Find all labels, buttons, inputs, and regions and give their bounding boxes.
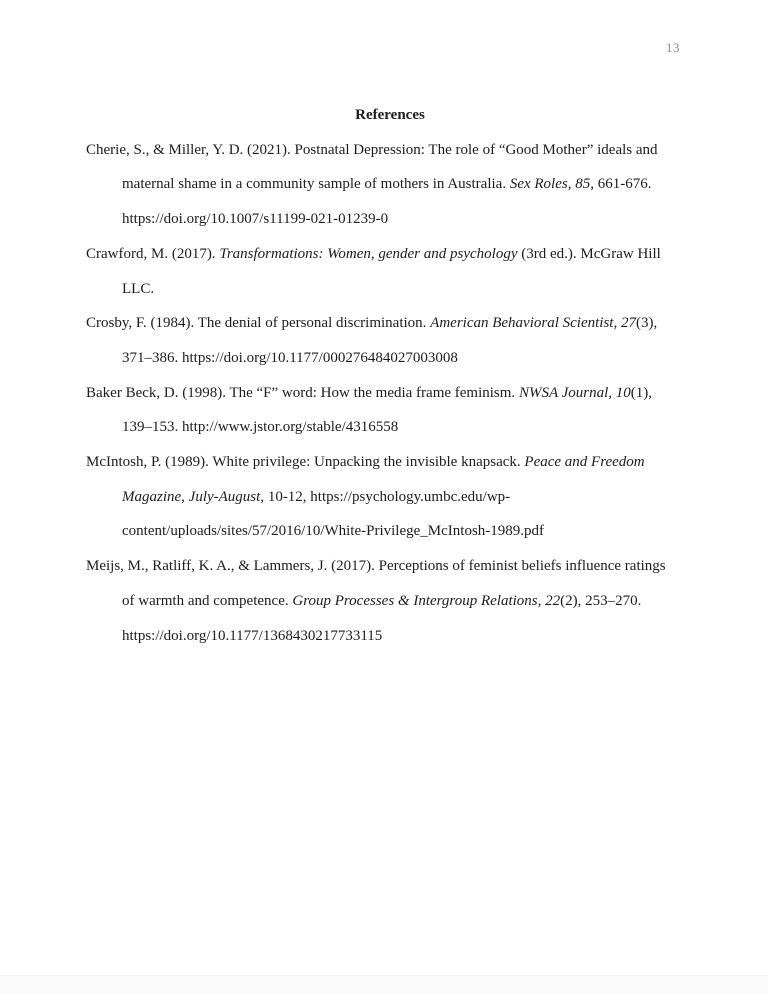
reference-italic-text: NWSA Journal, 10 (518, 384, 631, 401)
reference-text: (2), 253–270. (560, 592, 642, 609)
reference-text: Crawford, M. (2017). (86, 245, 220, 262)
reference-italic-text: Peace and Freedom (524, 454, 645, 471)
reference-italic-text: Sex Roles, 85 (509, 176, 591, 193)
reference-text: Cherie, S., & Miller, Y. D. (2021). Postnatal Depression: The role of “Good Mother” ideals and (86, 141, 658, 158)
reference-entry (86, 445, 706, 549)
references-heading: References (355, 107, 425, 123)
reference-line (86, 376, 706, 411)
reference-text: (3rd ed.). McGraw Hill (517, 245, 661, 262)
reference-text: , 661-676. (590, 176, 652, 193)
reference-text: 371–386. https://doi.org/10.1177/000276484027003008 (122, 349, 458, 366)
reference-text: (1), (630, 384, 652, 401)
reference-text: , 10-12, https://psychology.umbc.edu/wp- (260, 488, 511, 505)
reference-line (86, 306, 706, 341)
reference-text: 139–153. http://www.jstor.org/stable/4316558 (122, 419, 399, 436)
reference-text: content/uploads/sites/57/2016/10/White-Privilege_McIntosh-1989.pdf (122, 523, 545, 540)
page-number: 13 (666, 40, 680, 55)
reference-italic-text: Group Processes & Intergroup Relations, 22 (292, 592, 561, 609)
reference-line (86, 167, 706, 202)
reference-text: of warmth and competence. (122, 592, 293, 609)
reference-line (86, 480, 706, 515)
reference-line (86, 619, 706, 654)
reference-text: https://doi.org/10.1177/1368430217733115 (122, 627, 383, 644)
reference-entry (86, 376, 706, 445)
reference-entry (86, 133, 706, 237)
reference-line (86, 133, 706, 168)
reference-line (86, 237, 706, 272)
reference-line (86, 549, 706, 584)
reference-text: maternal shame in a community sample of mothers in Australia. (122, 176, 510, 193)
reference-entry (86, 549, 706, 653)
reference-text: McIntosh, P. (1989). White privilege: Unpacking the invisible knapsack. (86, 454, 525, 471)
reference-line (86, 272, 706, 307)
reference-italic-text: Magazine, July-August (122, 488, 261, 505)
reference-line (86, 410, 706, 445)
reference-entry (86, 306, 706, 375)
reference-text: LLC. (122, 280, 155, 297)
reference-line (86, 445, 706, 480)
page-edge (0, 975, 768, 993)
reference-text: Crosby, F. (1984). The denial of personal discrimination. (86, 315, 431, 332)
reference-line (86, 584, 706, 619)
reference-italic-text: Transformations: Women, gender and psychology (219, 245, 518, 262)
reference-line (86, 341, 706, 376)
reference-text: Meijs, M., Ratliff, K. A., & Lammers, J. (2017). Perceptions of feminist beliefs influence ratings (86, 558, 666, 575)
reference-line (86, 202, 706, 237)
reference-italic-text: American Behavioral Scientist, 27 (430, 315, 636, 332)
reference-line (86, 514, 706, 549)
reference-text: https://doi.org/10.1007/s11199-021-01239-0 (122, 211, 389, 228)
reference-text: Baker Beck, D. (1998). The “F” word: How the media frame feminism. (86, 384, 519, 401)
reference-text: (3), (635, 315, 658, 332)
reference-entry (86, 237, 706, 306)
reference-list (86, 133, 706, 654)
